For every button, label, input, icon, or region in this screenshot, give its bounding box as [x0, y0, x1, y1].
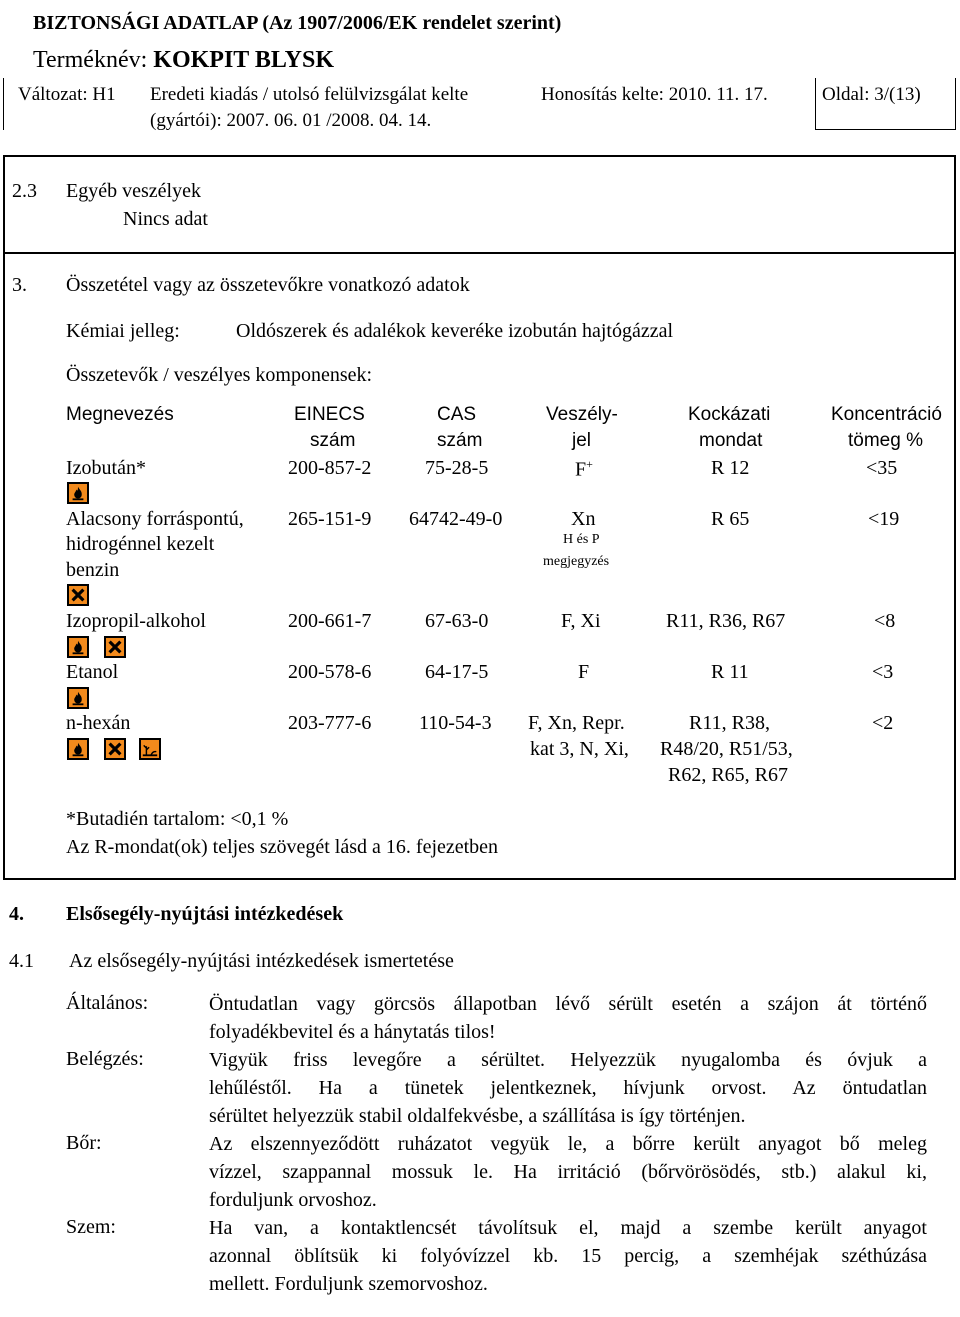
row-2-hazard: Xn	[571, 508, 596, 530]
section-3-number: 3.	[12, 274, 27, 296]
section-2-3-title: Egyéb veszélyek	[66, 180, 201, 202]
section-2-3-number: 2.3	[12, 180, 37, 202]
row-2-name-1: Alacsony forráspontú,	[66, 508, 244, 530]
row-2-einecs: 265-151-9	[288, 508, 372, 530]
inhalation-label: Belégzés:	[66, 1048, 144, 1070]
harmful-cross-icon	[67, 584, 89, 606]
row-2-conc: <19	[868, 508, 900, 530]
r-phrase-note: Az R-mondat(ok) teljes szövegét lásd a 16. fejezetben	[66, 836, 499, 858]
general-text: Öntudatlan vagy görcsös állapotban lévő sérült esetén a szájon át történő folyadékbevitel és a hánytatás tilos!	[209, 993, 927, 1043]
row-5-hazard-2: kat 3, N, Xi,	[530, 738, 629, 760]
product-name: KOKPIT BLYSK	[153, 47, 335, 73]
row-3-cas: 67-63-0	[425, 610, 489, 632]
col-cas-header-1: CAS	[437, 404, 477, 425]
flame-icon	[67, 636, 89, 658]
header-page-bottom	[815, 129, 955, 130]
chemical-nature-label: Kémiai jelleg:	[66, 320, 180, 342]
skin-label: Bőr:	[66, 1132, 102, 1154]
col-cas-header-2: szám	[437, 430, 483, 451]
col-einecs-header-1: EINECS	[294, 404, 365, 425]
butadiene-note: *Butadién tartalom: <0,1 %	[66, 808, 289, 830]
irritant-cross-icon	[104, 636, 126, 658]
environment-icon	[139, 738, 161, 760]
row-4-risk: R 11	[711, 661, 749, 683]
section-3-title: Összetétel vagy az összetevőkre vonatkozó adatok	[66, 274, 470, 296]
header-page-divider	[815, 78, 816, 130]
section-4-title: Elsősegély-nyújtási intézkedések	[66, 903, 344, 925]
components-label: Összetevők / veszélyes komponensek:	[66, 364, 373, 386]
row-2-hazard-note-1: H és P	[563, 532, 600, 547]
chemical-nature-value: Oldószerek és adalékok keveréke izobután hajtógázzal	[236, 320, 674, 342]
col-conc-header-1: Koncentráció	[831, 404, 942, 425]
issue-date-label: Eredeti kiadás / utolsó felülvizsgálat kelte	[150, 84, 469, 105]
row-5-einecs: 203-777-6	[288, 712, 372, 734]
row-5-risk-1: R11, R38,	[689, 712, 770, 734]
section-4-number: 4.	[9, 903, 24, 925]
row-4-einecs: 200-578-6	[288, 661, 372, 683]
col-risk-header-1: Kockázati	[688, 404, 771, 425]
skin-text: Az elszennyeződött ruházatot vegyük le, a bőrre került anyagot bő meleg vízzel, szappannal mossuk le. Ha irritáció (bőrvörösödés, stb.) alakul ki, forduljunk orvoshoz.	[209, 1133, 927, 1211]
header-left-border	[3, 78, 4, 130]
document-title: BIZTONSÁGI ADATLAP (Az 1907/2006/EK rendelet szerint)	[33, 12, 562, 34]
eye-text: Ha van, a kontaktlencsét távolítsuk el, majd a szembe került anyagot azonnal öblítsük ki folyóvízzel kb. 15 percig, a szemhéjak széthúzása mellett. Forduljunk szemorvoshoz.	[209, 1217, 927, 1295]
flame-icon	[67, 738, 89, 760]
col-einecs-header-2: szám	[310, 430, 356, 451]
flame-icon	[67, 482, 89, 504]
col-risk-header-2: mondat	[699, 430, 763, 451]
row-5-risk-2: R48/20, R51/53,	[660, 738, 793, 760]
issue-dates: (gyártói): 2007. 06. 01 /2008. 04. 14.	[150, 110, 432, 131]
general-label: Általános:	[66, 992, 149, 1014]
section-2-3-box	[3, 155, 956, 254]
row-4-conc: <3	[872, 661, 894, 683]
row-1-risk: R 12	[711, 457, 750, 479]
row-1-hazard: F+	[575, 457, 593, 481]
row-5-conc: <2	[872, 712, 894, 734]
row-2-name-2: hidrogénnel kezelt	[66, 533, 215, 555]
row-1-conc: <35	[866, 457, 898, 479]
flame-icon	[67, 687, 89, 709]
row-5-hazard-1: F, Xn, Repr.	[528, 712, 625, 734]
row-3-hazard: F, Xi	[561, 610, 601, 632]
row-1-name: Izobután*	[66, 457, 146, 479]
row-5-risk-3: R62, R65, R67	[668, 764, 789, 786]
row-4-cas: 64-17-5	[425, 661, 489, 683]
col-hazard-header-2: jel	[572, 430, 592, 451]
version: Változat: H1	[18, 84, 116, 105]
col-name-header: Megnevezés	[66, 404, 174, 425]
section-4-1-number: 4.1	[9, 950, 34, 972]
row-2-name-3: benzin	[66, 559, 120, 581]
product-label: Terméknév:	[33, 47, 154, 73]
row-2-hazard-note-2: megjegyzés	[543, 554, 610, 569]
col-hazard-header-1: Veszély-	[546, 404, 618, 425]
row-3-risk: R11, R36, R67	[666, 610, 786, 632]
product-name-line	[33, 47, 334, 74]
col-conc-header-2: tömeg %	[848, 430, 923, 451]
row-1-einecs: 200-857-2	[288, 457, 372, 479]
row-3-name: Izopropil-alkohol	[66, 610, 206, 632]
eye-label: Szem:	[66, 1216, 116, 1238]
section-3-box	[3, 254, 956, 880]
section-2-3-text: Nincs adat	[123, 208, 208, 230]
harmful-cross-icon	[104, 738, 126, 760]
header-right-border	[955, 78, 956, 130]
row-3-einecs: 200-661-7	[288, 610, 372, 632]
row-3-conc: <8	[874, 610, 896, 632]
row-5-cas: 110-54-3	[419, 712, 492, 734]
page-number: Oldal: 3/(13)	[822, 84, 921, 105]
localization-date: Honosítás kelte: 2010. 11. 17.	[541, 84, 768, 105]
row-1-cas: 75-28-5	[425, 457, 489, 479]
row-2-risk: R 65	[711, 508, 750, 530]
row-4-hazard: F	[578, 661, 590, 683]
row-2-cas: 64742-49-0	[409, 508, 503, 530]
row-4-name: Etanol	[66, 661, 119, 683]
row-5-name: n-hexán	[66, 712, 131, 734]
section-4-1-title: Az elsősegély-nyújtási intézkedések ismertetése	[69, 950, 454, 972]
inhalation-text: Vigyük friss levegőre a sérültet. Helyezzük nyugalomba és óvjuk a lehűléstől. Ha a tünetek jelentkeznek, hívjunk orvost. Az öntudatlan sérültet helyezzük stabil oldalfekvésbe, a szállítása is így történjen.	[209, 1049, 927, 1127]
